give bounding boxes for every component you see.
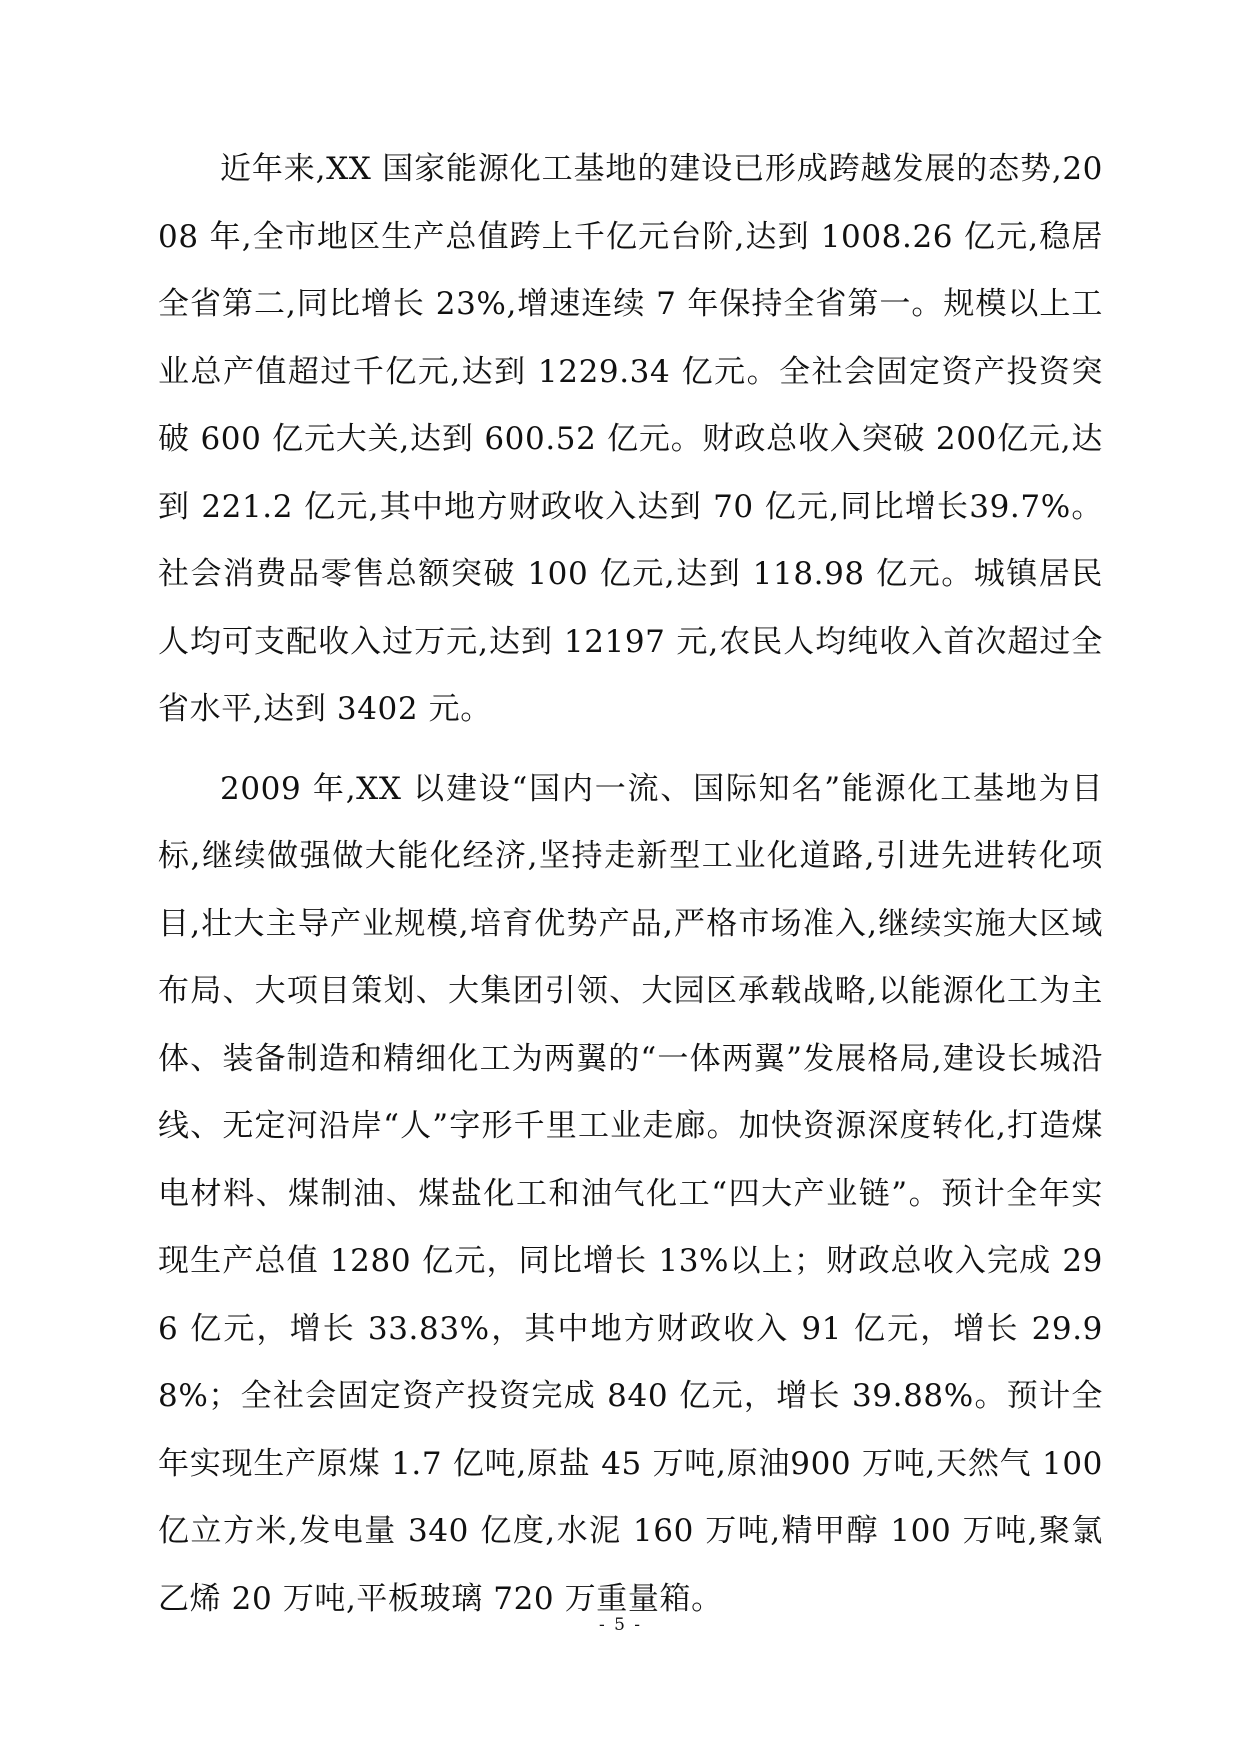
paragraph-2009-plan: 2009 年,XX 以建设“国内一流、国际知名”能源化工基地为目标,继续做强做大能化经济,坚持走新型工业化道路,引进先进转化项目,壮大主导产业规模,培育优势产品,严格市场准入,继续实施大区域布局、大项目策划、大集团引领、大园区承载战略,以能源化工为主体、装备制造和精细化工为两翼的“一体两翼”发展格局,建设长城沿线、无定河沿岸“人”字形千里工业走廊。加快资源深度转化,打造煤电材料、煤制油、煤盐化工和油气化工“四大产业链”。预计全年实现生产总值 1280 亿元，同比增长 13%以上；财政总收入完成 296 亿元，增长 33.83%，其中地方财政收入 91 亿元，增长 29.98%；全社会固定资产投资完成 840 亿元，增长 39.88%。预计全年实现生产原煤 1.7 亿吨,原盐 45 万吨,原油900 万吨,天然气 100 亿立方米,发电量 340 亿度,水泥 160 万吨,精甲醇 100 万吨,聚氯乙烯 20 万吨,平板玻璃 720 万重量箱。 [158,770,1103,1617]
page-number: - 5 - [598,1615,643,1635]
paragraph-2008-overview: 近年来,XX 国家能源化工基地的建设已形成跨越发展的态势,2008 年,全市地区生产总值跨上千亿元台阶,达到 1008.26 亿元,稳居全省第二,同比增长 23%,增速连续 7 年保持全省第一。规模以上工业总产值超过千亿元,达到 1229.34 亿元。全社会固定资产投资突破 600 亿元大关,达到 600.52 亿元。财政总收入突破 200亿元,达到 221.2 亿元,其中地方财政收入达到 70 亿元,同比增长39.7%。社会消费品零售总额突破 100 亿元,达到 118.98 亿元。城镇居民人均可支配收入过万元,达到 12197 元,农民人均纯收入首次超过全省水平,达到 3402 元。 [158,151,1103,727]
document-body [158,136,1103,1633]
